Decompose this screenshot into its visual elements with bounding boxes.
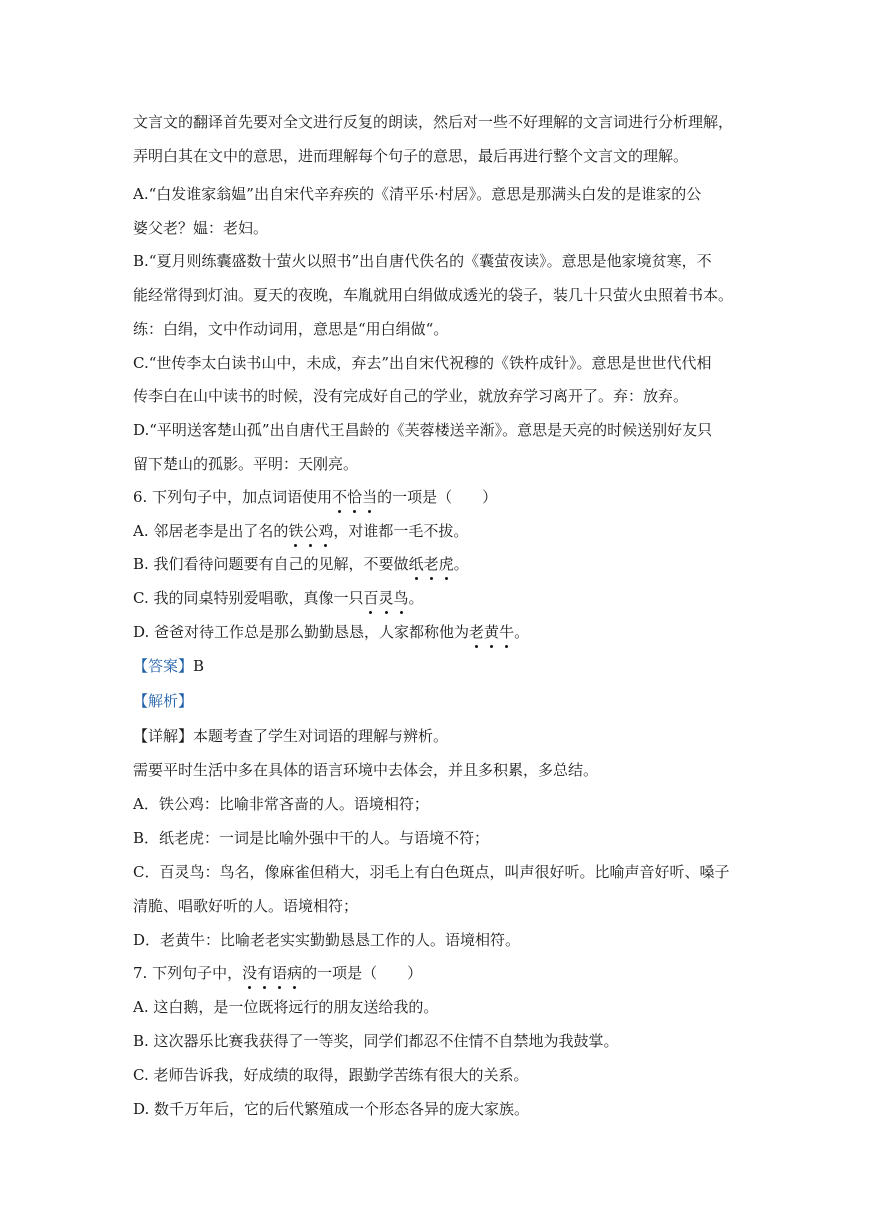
- q7-stem: [133, 963, 422, 983]
- q6-option-a: [133, 521, 468, 541]
- q7-stem-post: 的一项是（ ）: [302, 964, 423, 982]
- q6-option-a-pre: A. 邻居老李是出了名的: [133, 522, 289, 540]
- passage-option-a-line-2: 婆父老？媪：老妇。: [133, 219, 269, 237]
- q6-option-b-post: 。: [453, 555, 469, 573]
- q7-option-a: A. 这白鹅，是一位既将远行的朋友送给我的。: [133, 998, 439, 1016]
- answer-value: B: [193, 657, 205, 675]
- q6-option-a-post: ，对谁都一毛不拔。: [333, 522, 469, 540]
- emphasis-char: 有: [257, 964, 273, 982]
- emphasis-char: 鸡: [318, 522, 334, 540]
- passage-intro-line-2: 弄明白其在文中的意思，进而理解每个句子的意思，最后再进行整个文言文的理解。: [133, 147, 689, 165]
- emphasis-char: 公: [303, 522, 319, 540]
- q7-option-b: B. 这次器乐比赛我获得了一等奖，同学们都忍不住情不自禁地为我鼓掌。: [133, 1032, 619, 1050]
- emphasis-char: 铁: [288, 522, 304, 540]
- passage-option-d-line-2: 留下楚山的孤影。平明：天刚亮。: [133, 455, 359, 473]
- q6-stem-post: 的一项是（ ）: [377, 488, 498, 506]
- passage-option-c-line-1: C.“世传李太白读书山中，未成，弃去”出自宋代祝穆的《铁杵成针》。意思是世世代代相: [133, 354, 712, 372]
- q6-detail: [133, 726, 448, 746]
- detail-text: 本题考查了学生对词语的理解与辨析。: [193, 727, 449, 745]
- q6-explanation-d: D．老黄牛：比喻老老实实勤勤恳恳工作的人。语境相符。: [133, 931, 521, 949]
- detail-tag: 【详解】: [133, 727, 194, 745]
- emphasis-char: 灵: [378, 589, 394, 607]
- q6-option-b-dotted-word: [409, 555, 454, 573]
- emphasis-char: 虎: [438, 555, 454, 573]
- emphasis-char: 纸: [408, 555, 424, 573]
- q6-option-d: [133, 622, 529, 642]
- q6-option-a-dotted-word: [288, 522, 333, 540]
- q6-stem-pre: 6. 下列句子中，加点词语使用: [133, 488, 333, 506]
- q6-option-d-pre: D. 爸爸对待工作总是那么勤勤恳恳，人家都称他为: [133, 623, 470, 641]
- q6-answer: [133, 656, 204, 676]
- q6-explanation-a: A．铁公鸡：比喻非常吝啬的人。语境相符；: [133, 795, 429, 813]
- emphasis-char: 老: [423, 555, 439, 573]
- emphasis-char: 老: [469, 623, 485, 641]
- emphasis-char: 语: [272, 964, 288, 982]
- emphasis-char: 黄: [484, 623, 500, 641]
- q6-explanation-b: B．纸老虎：一词是比喻外强中干的人。与语境不符；: [133, 829, 490, 847]
- passage-intro-line-1: 文言文的翻译首先要对全文进行反复的朗读，然后对一些不好理解的文言词进行分析理解，: [133, 113, 734, 131]
- q7-stem-emphasis: [242, 964, 302, 982]
- q6-stem-emphasis: [332, 488, 377, 506]
- emphasis-char: 鸟: [393, 589, 409, 607]
- q6-option-d-post: 。: [514, 623, 530, 641]
- q7-option-c: C. 老师告诉我，好成绩的取得，跟勤学苦练有很大的关系。: [133, 1066, 529, 1084]
- passage-option-a-line-1: A.“白发谁家翁媪”出自宋代辛弃疾的《清平乐·村居》。意思是那满头白发的是谁家的公: [133, 185, 702, 203]
- q6-stem: [133, 487, 497, 507]
- q7-stem-pre: 7. 下列句子中，: [133, 964, 243, 982]
- emphasis-char: 百: [363, 589, 379, 607]
- q6-explanation-c-line-2: 清脆、唱歌好听的人。语境相符；: [133, 897, 359, 915]
- emphasis-char: 病: [287, 964, 303, 982]
- passage-option-c-line-2: 传李白在山中读书的时候，没有完成好自己的学业，就放弃学习离开了。弃：放弃。: [133, 387, 689, 405]
- passage-option-d-line-1: D.“平明送客楚山孤”出自唐代王昌龄的《芙蓉楼送辛渐》。意思是天亮的时候送别好友只: [133, 421, 713, 439]
- passage-option-b-line-1: B.“夏月则练囊盛数十萤火以照书”出自唐代佚名的《囊萤夜读》。意思是他家境贫寒，不: [133, 252, 712, 270]
- q6-explanation-line: 需要平时生活中多在具体的语言环境中去体会，并且多积累，多总结。: [133, 761, 599, 779]
- answer-tag: 【答案】: [133, 657, 194, 675]
- emphasis-char: 恰: [347, 488, 363, 506]
- q6-analysis-heading: [133, 691, 193, 711]
- analysis-tag: 【解析】: [133, 692, 194, 710]
- q7-option-d: D. 数千万年后，它的后代繁殖成一个形态各异的庞大家族。: [133, 1100, 530, 1118]
- q6-option-c-post: 。: [408, 589, 424, 607]
- emphasis-char: 没: [242, 964, 258, 982]
- q6-explanation-c-line-1: C．百灵鸟：鸟名，像麻雀但稍大，羽毛上有白色斑点，叫声很好听。比喻声音好听、嗓子: [133, 863, 730, 881]
- q6-option-b: [133, 554, 469, 574]
- q6-option-c-dotted-word: [363, 589, 408, 607]
- q6-option-d-dotted-word: [469, 623, 514, 641]
- passage-option-b-line-3: 练：白绢，文中作动词用，意思是“用白绢做“。: [133, 320, 449, 338]
- emphasis-char: 当: [362, 488, 378, 506]
- emphasis-char: 牛: [499, 623, 515, 641]
- passage-option-b-line-2: 能经常得到灯油。夏天的夜晚，车胤就用白绢做成透光的袋子，装几十只萤火虫照着书本。: [133, 286, 734, 304]
- emphasis-char: 不: [332, 488, 348, 506]
- q6-option-b-pre: B. 我们看待问题要有自己的见解，不要做: [133, 555, 409, 573]
- q6-option-c-pre: C. 我的同桌特别爱唱歌，真像一只: [133, 589, 364, 607]
- q6-option-c: [133, 588, 424, 608]
